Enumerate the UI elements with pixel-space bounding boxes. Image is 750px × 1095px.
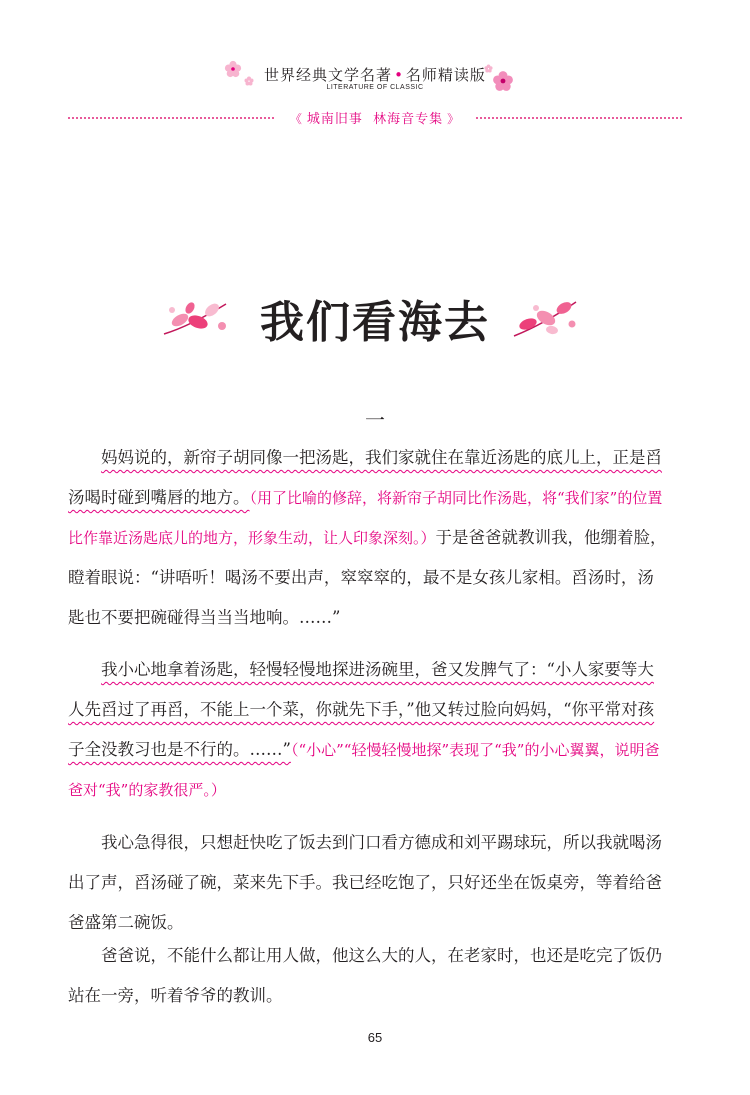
series-title bbox=[0, 64, 750, 85]
body-text-1 bbox=[68, 438, 668, 638]
paragraph-text: 我心急得很，只想赶快吃了饭去到门口看方德成和刘平踢球玩，所以我就喝汤出了声，舀汤碰了碗，菜来先下手。我已经吃饱了，只好还坐在饭桌旁，等着给爸爸盛第二碗饭。 bbox=[68, 833, 662, 932]
paragraph-text: 于是爸爸就教训我，他绷着脸，瞪着眼说：“讲唔听！喝汤不要出声，窣窣窣的，最不是女孩儿家相。舀汤时，汤匙也不要把碗碰得当当当地响。……” bbox=[68, 528, 667, 627]
body-text-4 bbox=[68, 936, 668, 1016]
bracket-left: 《 bbox=[289, 112, 303, 126]
chapter-title: 我们看海去 bbox=[260, 297, 490, 348]
paragraph bbox=[68, 438, 668, 638]
paragraph bbox=[68, 650, 668, 810]
bracket-right: 》 bbox=[447, 112, 461, 126]
page-number: 65 bbox=[367, 1030, 383, 1045]
underlined-passage: 妈妈说的，新帘子胡同像一把汤匙，我们家就住在靠近汤匙的底儿上，正是舀汤喝时碰到嘴唇的地方。 bbox=[68, 448, 662, 507]
series-subtitle: LITERATURE OF CLASSIC bbox=[326, 84, 424, 91]
underlined-passage: 我小心地拿着汤匙，轻慢轻慢地探进汤碗里，爸又发脾气了：“小人家要等大人先舀过了再舀，不能上一个菜，你就先下手，”他又转过脸向妈妈，“你平常对孩子全没教习也是不行的。……” bbox=[68, 660, 655, 759]
paragraph bbox=[68, 823, 668, 943]
book-series: 林海音专集 bbox=[373, 112, 444, 127]
series-edition: 名师精读版 bbox=[405, 66, 486, 84]
book-info bbox=[0, 108, 750, 127]
series-title-text: 世界经典文学名著 bbox=[264, 66, 393, 84]
paragraph bbox=[68, 936, 668, 1016]
annotation-note: （“小心”“轻慢轻慢地探”表现了“我”的小心翼翼，说明爸爸对“我”的家教很严。） bbox=[68, 741, 660, 799]
section-number: 一 bbox=[365, 408, 385, 432]
book-title: 城南旧事 bbox=[306, 112, 363, 127]
paragraph-text: 爸爸说，不能什么都让用人做，他这么大的人，在老家时，也还是吃完了饭仍站在一旁，听着爷爷的教训。 bbox=[68, 946, 662, 1005]
body-text-2 bbox=[68, 650, 668, 810]
body-text-3 bbox=[68, 823, 668, 943]
annotation-note: （用了比喻的修辞，将新帘子胡同比作汤匙，将“我们家”的位置比作靠近汤匙底儿的地方，形象生动，让人印象深刻。） bbox=[68, 489, 663, 547]
series-dot: • bbox=[394, 66, 404, 84]
